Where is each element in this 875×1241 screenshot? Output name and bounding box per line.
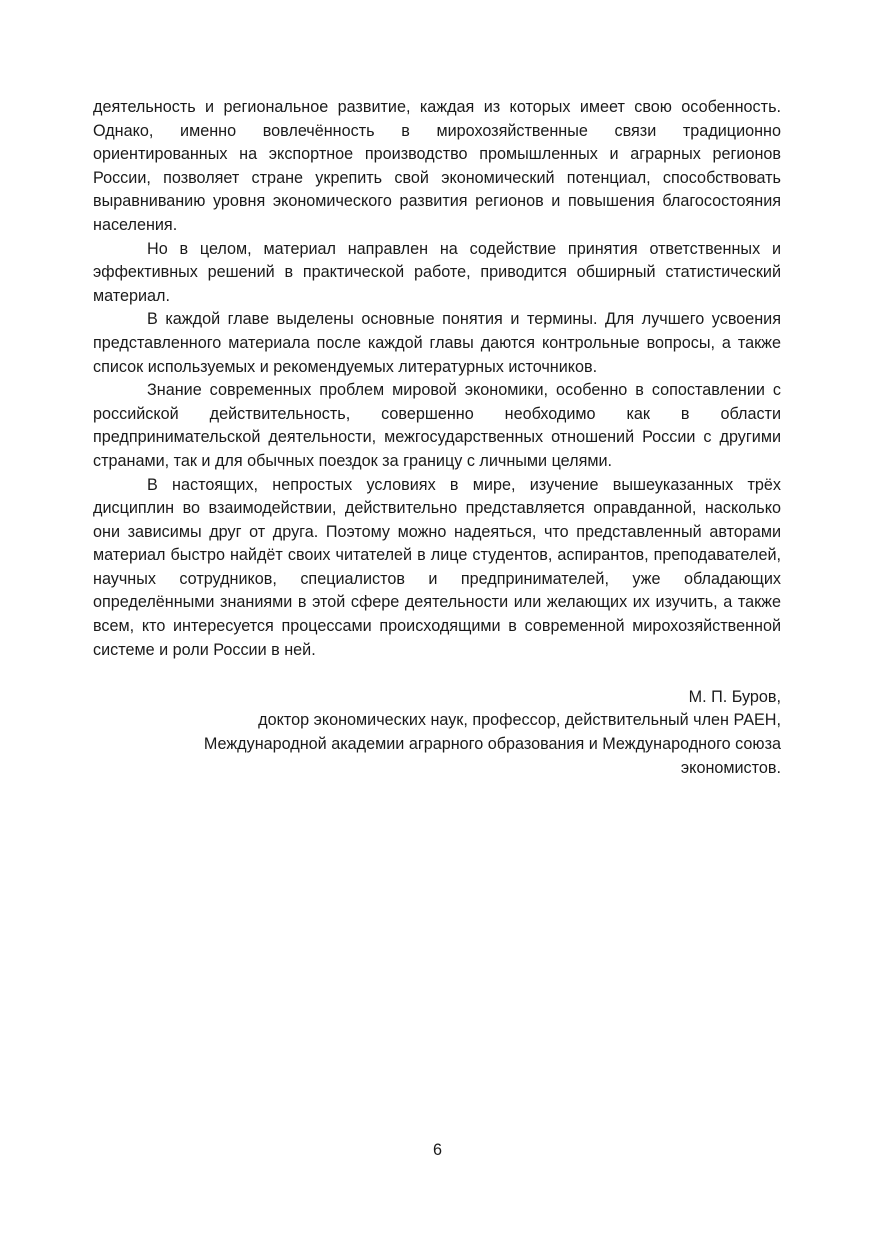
author-credentials-line-1: доктор экономических наук, профессор, действительный член РАЕН, xyxy=(258,711,781,730)
author-credentials-line-2: Международной академии аграрного образования и Международного союза xyxy=(203,735,781,754)
author-name: М. П. Буров, xyxy=(688,687,781,706)
author-credentials-line-3: экономистов. xyxy=(680,758,781,777)
paragraph-continuation: деятельность и региональное развитие, каждая из которых имеет свою особенность. Однако, именно вовлечённость в мирохозяйственные связи традиционно ориентированных на экспортное производство промышленных и аграрных регионов России, позволяет стране укрепить свой экономический потенциал, способствовать выравниванию уровня экономического развития регионов и повышения благосостояния населения. xyxy=(93,98,781,234)
paragraph: Знание современных проблем мировой экономики, особенно в сопоставлении с российской действительность, совершенно необходимо как в области предпринимательской деятельности, межгосударственных отношений России с другими странами, так и для обычных поездок за границу с личными целями. xyxy=(93,381,781,470)
page-number: 6 xyxy=(432,1141,442,1159)
author-signature xyxy=(93,686,781,780)
paragraph: В настоящих, непростых условиях в мире, изучение вышеуказанных трёх дисциплин во взаимодействии, действительно представляется оправданной, насколько они зависимы друг от друга. Поэтому можно надеяться, что представленный авторами материал быстро найдёт своих читателей в лице студентов, аспирантов, преподавателей, научных сотрудников, специалистов и предпринимателей, уже обладающих определёнными знаниями в этой сфере деятельности или желающих их изучить, а также всем, кто интересуется процессами происходящими в современной мирохозяйственной системе и роли России в ней. xyxy=(93,475,781,659)
page-body xyxy=(93,96,781,780)
paragraph: Но в целом, материал направлен на содействие принятия ответственных и эффективных решений в практической работе, приводится обширный статистический материал. xyxy=(93,239,781,305)
paragraph: В каждой главе выделены основные понятия и термины. Для лучшего усвоения представленного материала после каждой главы даются контрольные вопросы, а также список используемых и рекомендуемых литературных источников. xyxy=(93,310,781,376)
